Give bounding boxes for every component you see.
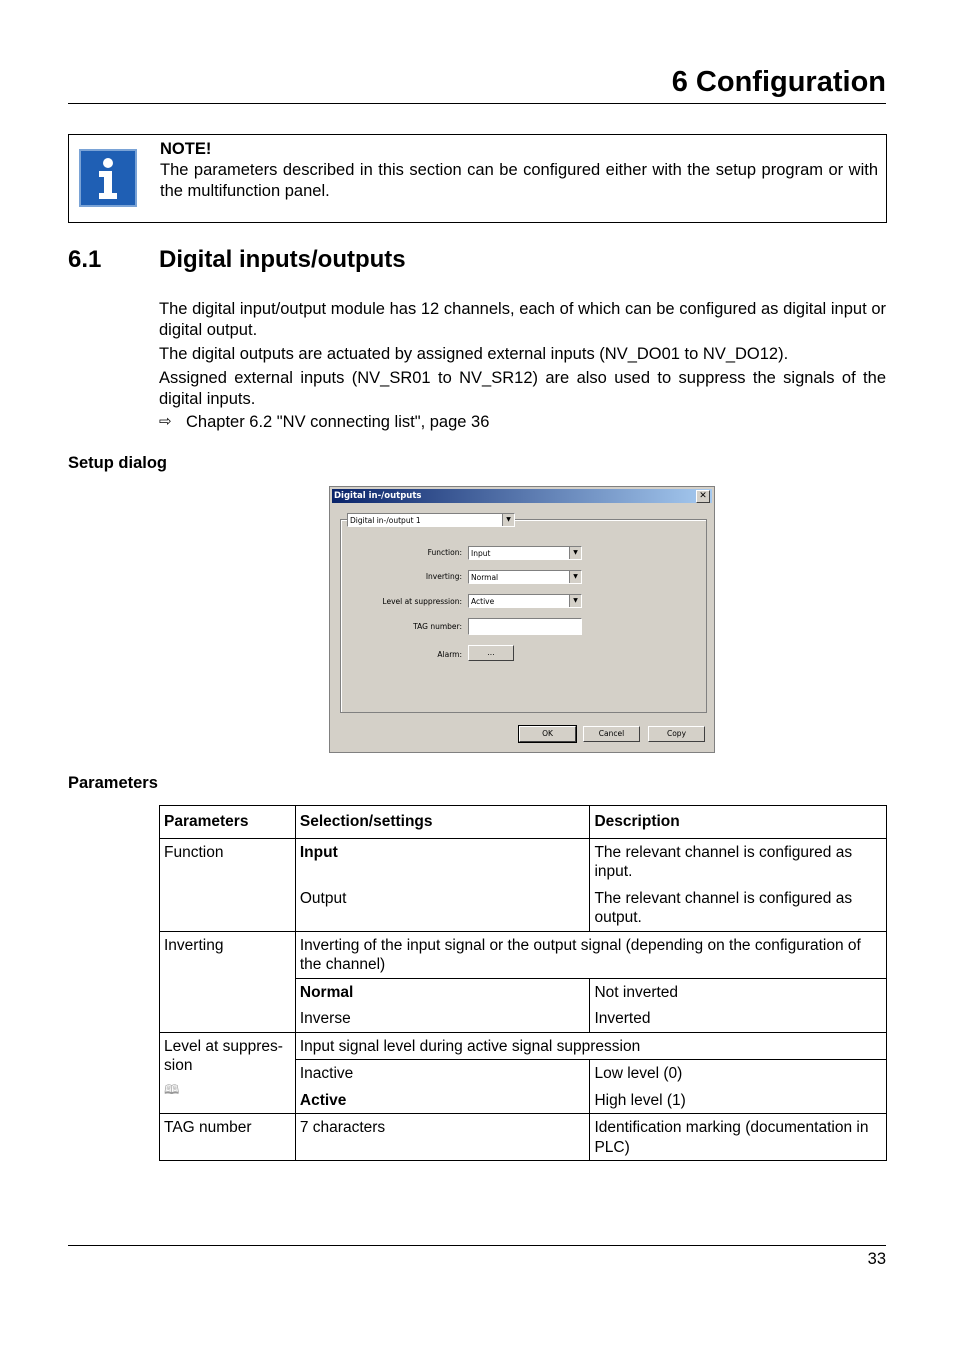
chevron-down-icon[interactable]: ▼: [569, 571, 581, 583]
table-row: [160, 1032, 887, 1060]
level-label: Level at suppression:: [382, 597, 462, 606]
param-option: Input: [295, 838, 590, 885]
setup-dialog-screenshot: [329, 486, 715, 753]
level-select-value: Active: [471, 597, 495, 606]
paragraph-suppression: Assigned external inputs (NV_SR01 to NV_SR12) are also used to suppress the signals of the digital inputs.: [159, 369, 886, 408]
chapter-reference-text[interactable]: Chapter 6.2 "NV connecting list", page 36: [186, 413, 490, 431]
param-name: Level at suppres-sion: [164, 1037, 283, 1074]
column-header: Parameters: [160, 806, 296, 839]
param-option: Inverse: [295, 1005, 590, 1032]
table-header-row: [160, 806, 887, 839]
alarm-button[interactable]: ...: [468, 645, 514, 661]
table-row: [160, 931, 887, 978]
note-box: [68, 134, 887, 223]
info-icon: [79, 149, 137, 207]
param-name-cell: [160, 1032, 296, 1114]
copy-button[interactable]: Copy: [648, 726, 705, 742]
param-description: Not inverted: [590, 978, 887, 1005]
param-option: Normal: [295, 978, 590, 1005]
param-description: Low level (0): [590, 1060, 887, 1087]
function-label: Function:: [427, 548, 462, 557]
section-number: 6.1: [68, 246, 102, 273]
param-name: TAG number: [160, 1114, 296, 1161]
setup-dialog-heading: Setup dialog: [68, 454, 167, 472]
param-description: High level (1): [590, 1087, 887, 1114]
param-option: 7 characters: [295, 1114, 590, 1161]
param-summary: Input signal level during active signal suppression: [295, 1032, 886, 1060]
chapter-title: 6 Configuration: [671, 66, 886, 98]
param-name: Inverting: [160, 931, 296, 1032]
chevron-down-icon[interactable]: ▼: [569, 595, 581, 607]
paragraph-outputs: The digital outputs are actuated by assigned external inputs (NV_DO01 to NV_DO12).: [159, 345, 789, 363]
header-rule: [68, 103, 886, 104]
dialog-title: Digital in-/outputs: [334, 491, 422, 501]
column-header: Description: [590, 806, 887, 839]
inverting-select-value: Normal: [471, 573, 499, 582]
cancel-button[interactable]: Cancel: [583, 726, 640, 742]
parameters-table: [159, 805, 887, 1161]
table-row: [160, 838, 887, 885]
param-name: Function: [160, 838, 296, 931]
param-description: The relevant channel is configured as input.: [590, 838, 887, 885]
channel-select-value: Digital in-/output 1: [350, 516, 421, 525]
column-header: Selection/settings: [295, 806, 590, 839]
chapter-reference[interactable]: [159, 412, 886, 433]
alarm-label: Alarm:: [437, 650, 462, 659]
parameters-heading: Parameters: [68, 774, 158, 792]
arrow-right-icon: ⇨: [159, 413, 172, 430]
level-select[interactable]: [468, 594, 582, 608]
chevron-down-icon[interactable]: ▼: [569, 547, 581, 559]
note-text: The parameters described in this section can be configured either with the setup program or with the multifunction panel.: [160, 161, 878, 200]
inverting-label: Inverting:: [425, 572, 462, 581]
param-description: Inverted: [590, 1005, 887, 1032]
page-number: 33: [867, 1250, 886, 1268]
function-select-value: Input: [471, 549, 491, 558]
param-description: Identification marking (documentation in PLC): [590, 1114, 887, 1161]
table-row: [160, 1114, 887, 1161]
paragraph-channels: The digital input/output module has 12 channels, each of which can be configured as digital input or digital output.: [159, 300, 886, 339]
function-select[interactable]: [468, 546, 582, 560]
section-title: Digital inputs/outputs: [159, 246, 406, 273]
channel-select[interactable]: [347, 513, 515, 527]
param-option: Inactive: [295, 1060, 590, 1087]
dialog-titlebar: [332, 489, 712, 503]
note-title: NOTE!: [160, 140, 212, 158]
tag-label: TAG number:: [413, 622, 462, 631]
tag-number-input[interactable]: [468, 618, 582, 635]
chevron-down-icon[interactable]: ▼: [502, 514, 514, 526]
inverting-select[interactable]: [468, 570, 582, 584]
param-summary: Inverting of the input signal or the output signal (depending on the configuration of the channel): [295, 931, 886, 978]
book-icon: 🕮: [164, 1081, 180, 1097]
param-description: The relevant channel is configured as output.: [590, 885, 887, 932]
footer-rule: [68, 1245, 886, 1246]
ok-button[interactable]: OK: [519, 726, 576, 742]
param-option: Output: [295, 885, 590, 932]
close-icon[interactable]: ✕: [696, 490, 710, 503]
param-option: Active: [295, 1087, 590, 1114]
